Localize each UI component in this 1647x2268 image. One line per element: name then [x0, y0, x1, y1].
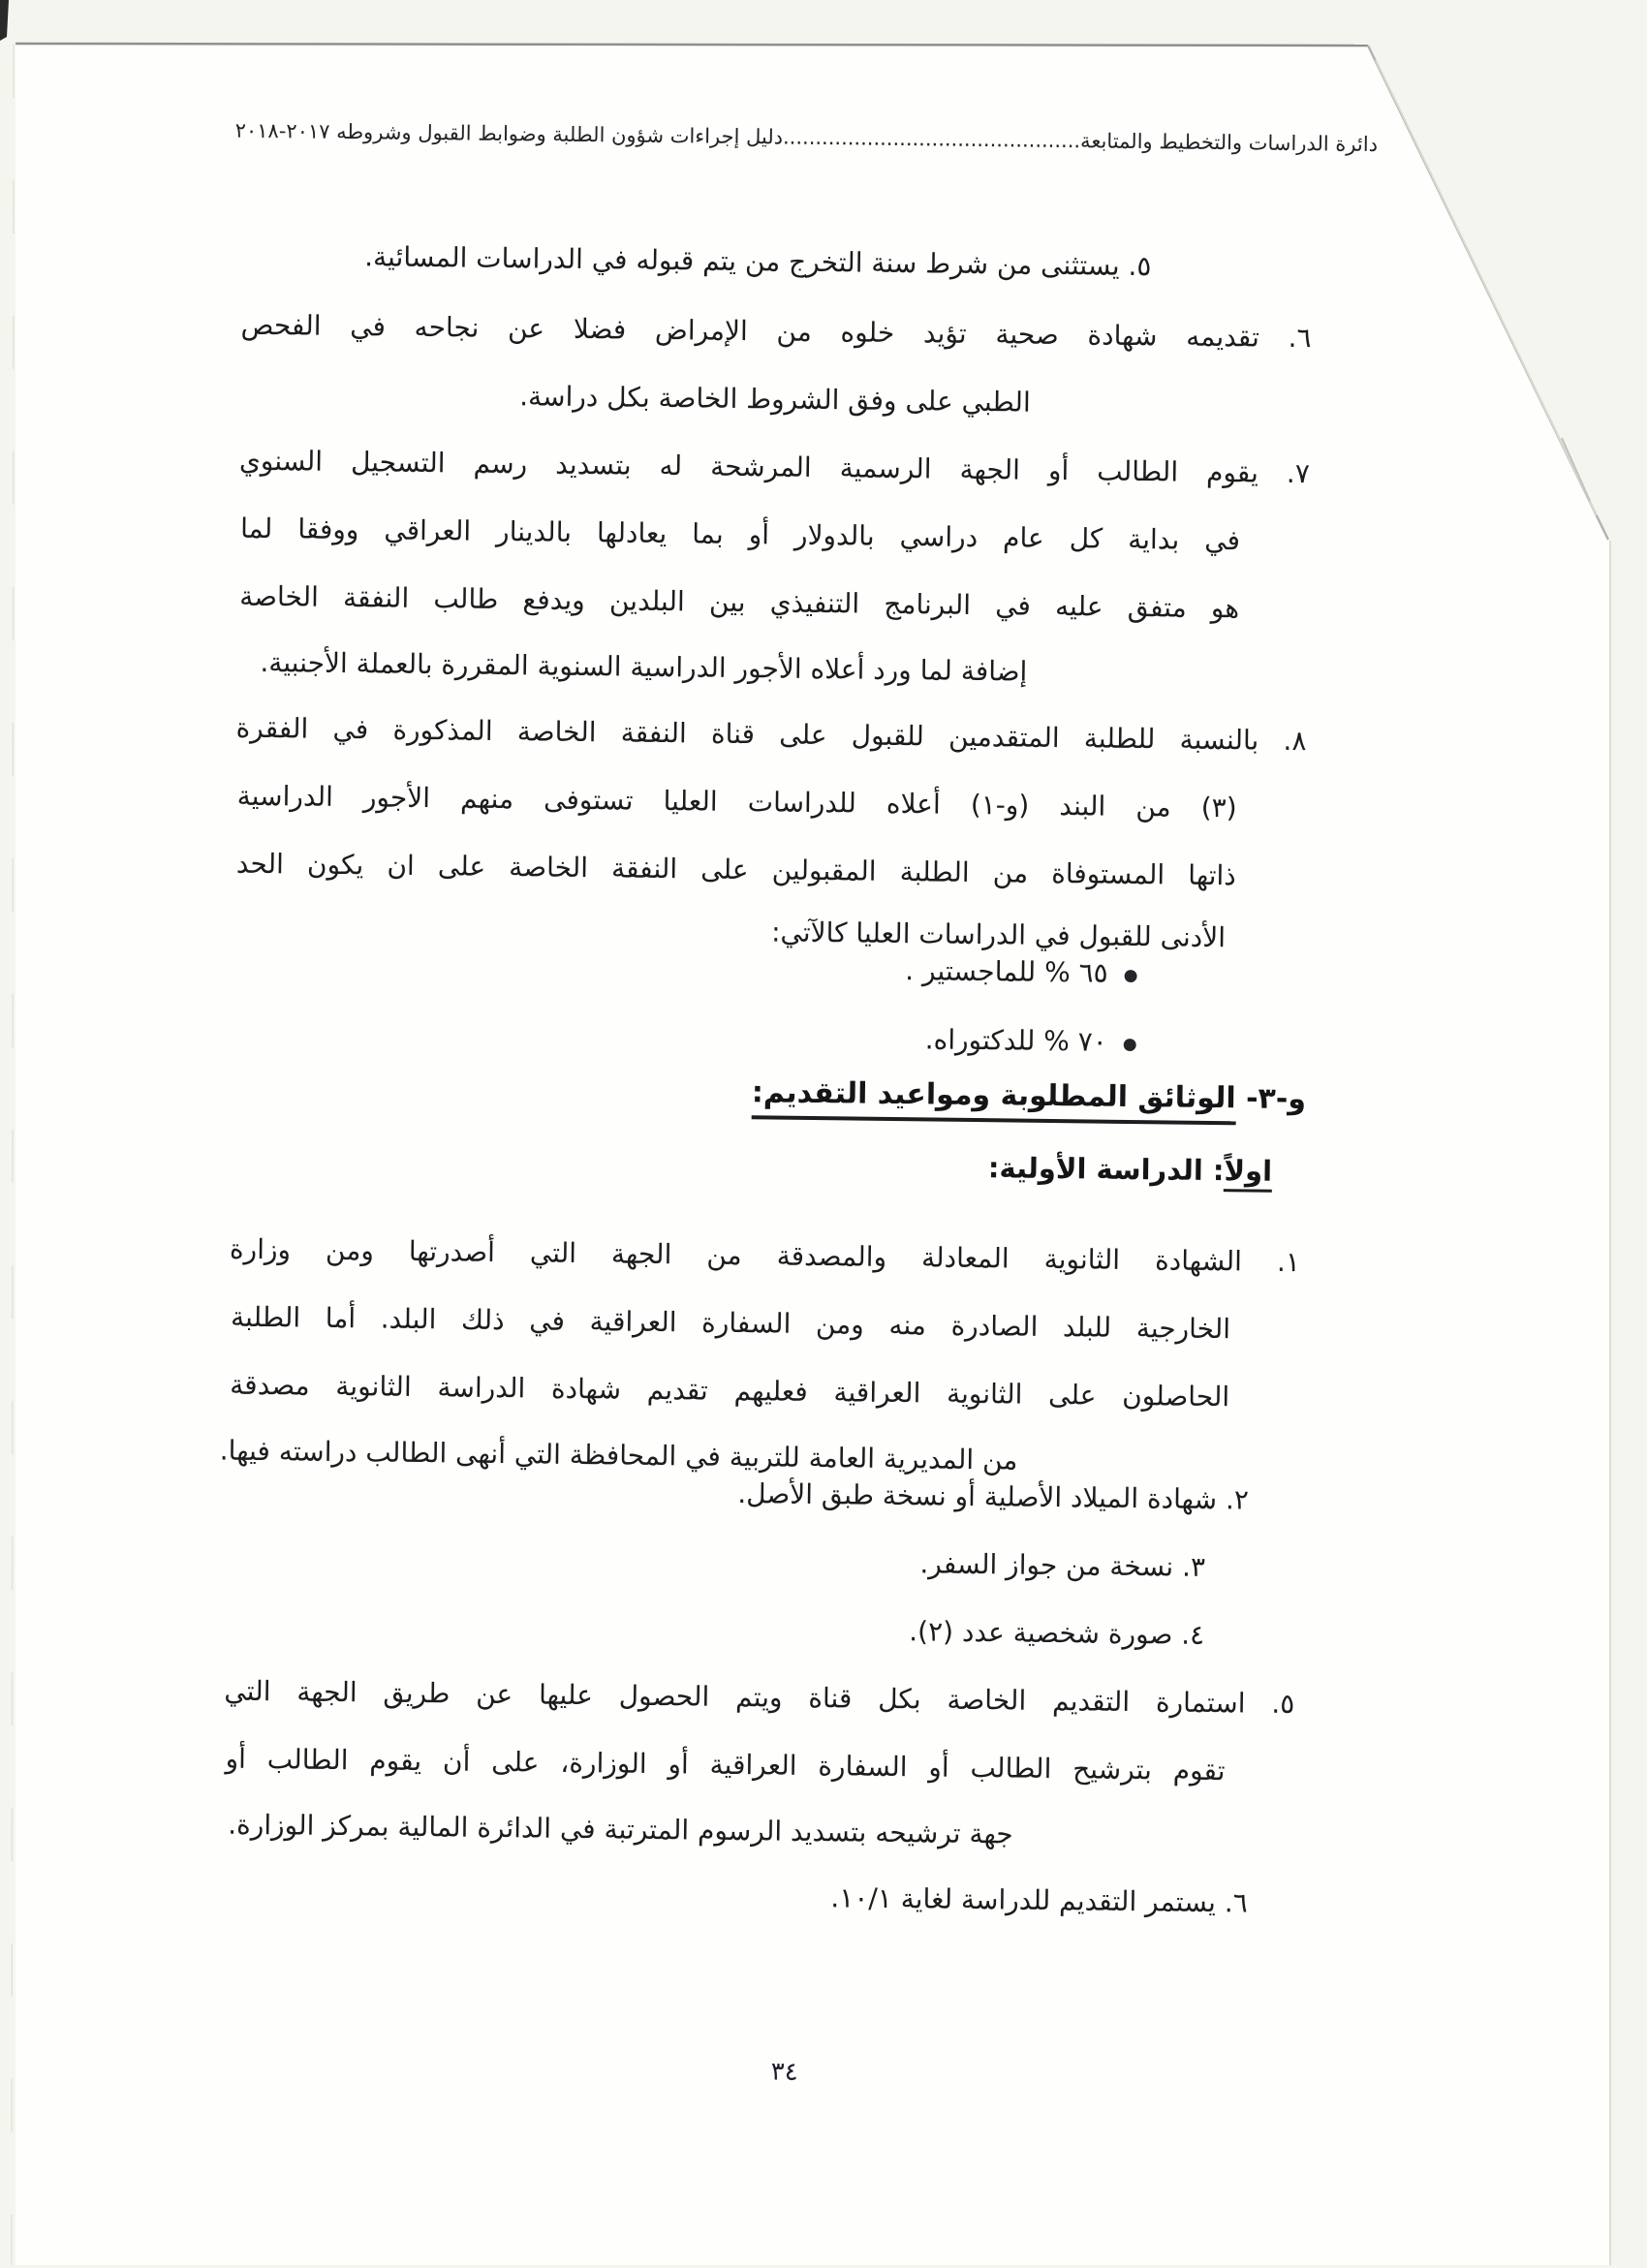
doc-4-number: ٤.: [1181, 1618, 1205, 1651]
bullet-masters-text: ٦٥ % للماجستير .: [905, 954, 1108, 989]
header-department: دائرة الدراسات والتخطيط والمتابعة: [1079, 129, 1379, 157]
doc-1-text-1: الشهادة الثانوية المعادلة والمصدقة من الجهة التي أصدرتها ومن وزارة: [229, 1232, 1243, 1278]
doc-3-number: ٣.: [1181, 1550, 1206, 1583]
bullet-item-masters: [905, 949, 1138, 997]
list-item-8-line-3: [236, 843, 1236, 900]
bullet-item-phd: [924, 1018, 1136, 1066]
header-guide-title: دليل إجراءات شؤون الطلبة وضوابط القبول وشروطه ٢٠١٧-٢٠١٨: [234, 118, 784, 149]
doc-item-5-line-1: [224, 1670, 1294, 1727]
item-7-text-2: في بداية كل عام دراسي بالدولار أو بما يعادلها بالدينار العراقي ووفقا لما: [239, 512, 1241, 557]
doc-2-text: شهادة الميلاد الأصلية أو نسخة طبق الأصل.: [737, 1477, 1218, 1516]
doc-4-text: صورة شخصية عدد (٢).: [909, 1615, 1173, 1651]
list-item-8-line-2: [236, 775, 1236, 832]
section-heading: [752, 1072, 1307, 1121]
list-item-7-line-4: [260, 641, 1027, 694]
section-heading-prefix: و-٣-: [1235, 1081, 1307, 1117]
doc-5-text-1: استمارة التقديم الخاصة بكل قناة ويتم الحصول عليها عن طريق الجهة التي: [224, 1674, 1246, 1720]
doc-item-1-line-2: [231, 1296, 1230, 1353]
item-7-text-3: هو متفق عليه في البرنامج التنفيذي بين البلدين ويدفع طالب النفقة الخاصة: [239, 579, 1240, 625]
item-8-text-3: ذاتها المستوفاة من الطلبة المقبولين على النفقة الخاصة على ان يكون الحد: [235, 847, 1236, 892]
doc-6-text: يستمر التقديم للدراسة لغاية ١٠/١.: [830, 1881, 1217, 1919]
bullet-icon: ●: [1123, 965, 1138, 986]
list-item-7-line-2: [240, 508, 1240, 565]
doc-1-text-2: الخارجية للبلد الصادرة منه ومن السفارة العراقية في ذلك البلد. أما الطلبة: [230, 1300, 1231, 1346]
item-6-text-2: الطبي على وفق الشروط الخاصة بكل دراسة.: [519, 380, 1031, 419]
bullet-phd-text: ٧٠ % للدكتوراه.: [924, 1023, 1108, 1058]
doc-item-2: [737, 1473, 1249, 1521]
section-heading-title: الوثائق المطلوبة ومواعيد التقديم:: [752, 1075, 1236, 1125]
doc-item-5-line-2: [225, 1738, 1225, 1795]
item-8-text-2: (٣) من البند (و-١) أعلاه للدراسات العليا تستوفى منهم الأجور الدراسية: [236, 779, 1237, 824]
item-6-number: ٦.: [1288, 321, 1312, 355]
item-7-text-1: يقوم الطالب أو الجهة الرسمية المرشحة له بتسديد رسم التسجيل السنوي: [238, 444, 1259, 489]
doc-1-number: ١.: [1276, 1245, 1301, 1279]
doc-item-1-line-3: [230, 1364, 1229, 1421]
subsection-first-word: اولاً: [1224, 1154, 1272, 1193]
doc-1-text-4: من المديرية العامة للتربية في المحافظة التي أنهى الطالب دراسته فيها.: [219, 1434, 1018, 1476]
doc-item-4: [909, 1610, 1204, 1657]
doc-item-6: [830, 1877, 1248, 1924]
doc-1-text-3: الحاصلون على الثانوية العراقية فعليهم تقديم شهادة الدراسة الثانوية مصدقة: [230, 1368, 1230, 1414]
subsection-heading: [988, 1146, 1273, 1193]
list-item-5: [364, 235, 1152, 288]
item-8-text-1: بالنسبة للطلبة المتقدمين للقبول على قناة النفقة الخاصة المذكورة في الفقرة: [235, 711, 1259, 757]
page-header: [234, 116, 1378, 159]
list-item-8-line-1: [235, 707, 1306, 764]
item-5-number: ٥.: [1128, 249, 1152, 283]
doc-6-number: ٦.: [1224, 1886, 1249, 1919]
doc-5-number: ٥.: [1271, 1687, 1295, 1721]
page-number: [770, 2051, 797, 2094]
doc-item-1-line-1: [230, 1228, 1300, 1286]
bullet-icon: ●: [1122, 1034, 1137, 1055]
item-5-text: يستثنى من شرط سنة التخرج من يتم قبوله في الدراسات المسائية.: [364, 240, 1120, 282]
doc-3-text: نسخة من جواز السفر.: [919, 1547, 1174, 1583]
doc-5-text-2: تقوم بترشيح الطالب أو السفارة العراقية أو الوزارة، على أن يقوم الطالب أو: [225, 1742, 1226, 1787]
item-6-text-1: تقديمه شهادة صحية تؤيد خلوه من الإمراض فضلا عن نجاحه في الفحص: [240, 308, 1260, 354]
subsection-rest: : الدراسة الأولية:: [987, 1151, 1225, 1188]
list-item-7-line-1: [239, 440, 1310, 497]
header-dotted-leader: ..............................................: [782, 125, 1081, 153]
item-7-number: ٧.: [1286, 456, 1311, 490]
item-7-text-4: إضافة لما ورد أعلاه الأجور الدراسية السنوية المقررة بالعملة الأجنبية.: [260, 645, 1028, 688]
list-item-6-line-1: [240, 304, 1311, 361]
doc-item-3: [919, 1542, 1205, 1589]
list-item-6-line-2: [519, 375, 1031, 423]
item-8-number: ٨.: [1283, 724, 1307, 758]
doc-2-number: ٢.: [1225, 1483, 1250, 1516]
item-8-text-4: الأدنى للقبول في الدراسات العليا كالآتي:: [770, 916, 1227, 954]
doc-5-text-3: جهة ترشيحه بتسديد الرسوم المترتبة في الدائرة المالية بمركز الوزارة.: [228, 1808, 1013, 1850]
list-item-7-line-3: [239, 575, 1239, 633]
page-number-value: ٣٤: [770, 2057, 798, 2087]
doc-item-5-line-3: [228, 1804, 1013, 1856]
